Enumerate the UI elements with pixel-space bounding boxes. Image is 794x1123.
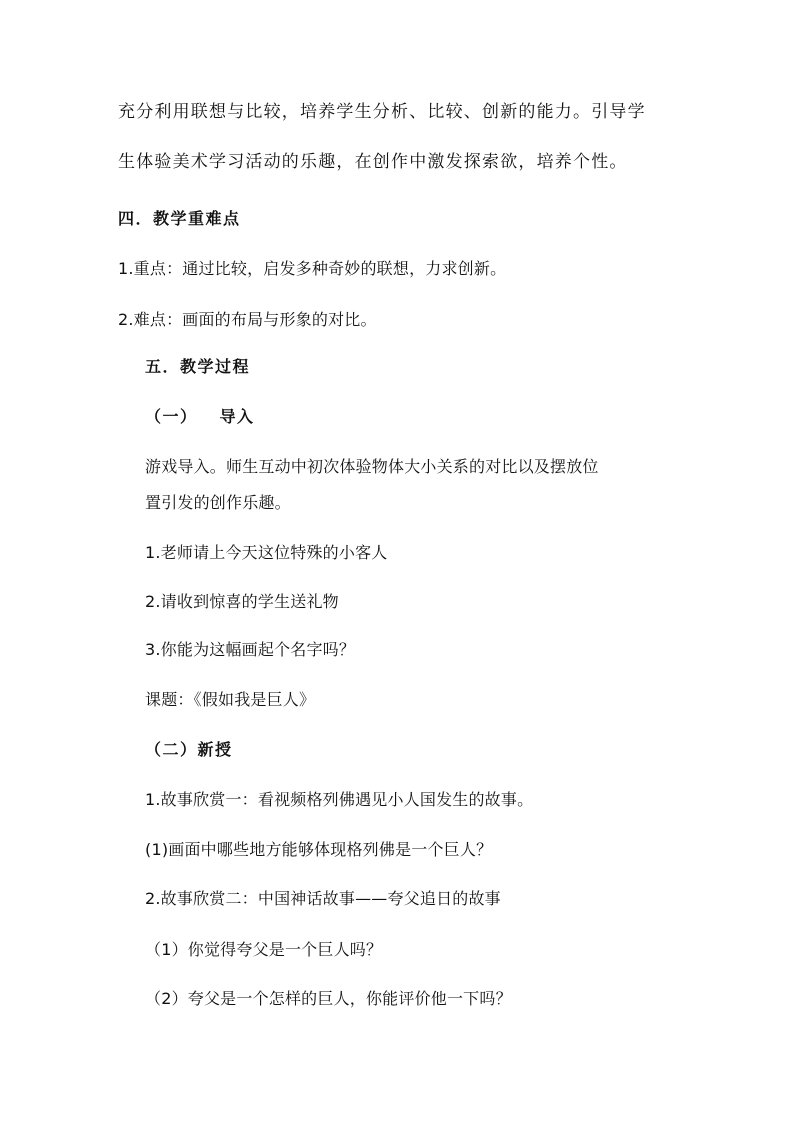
story-1-question: (1)画面中哪些地方能够体现格列佛是一个巨人？ xyxy=(145,840,493,859)
story-1-text: 1.故事欣赏一：看视频格列佛遇见小人国发生的故事。 xyxy=(145,790,534,809)
list-item: 2.请收到惊喜的学生送礼物 xyxy=(145,592,339,611)
section-5-heading: 五．教学过程 xyxy=(145,357,251,376)
intro-text-line-1: 充分利用联想与比较，培养学生分析、比较、创新的能力。引导学 xyxy=(118,102,646,122)
story-2-question-2: （2）夸父是一个怎样的巨人，你能评价他一下吗？ xyxy=(145,989,512,1008)
lesson-topic: 课题：《假如我是巨人》 xyxy=(145,690,316,709)
difficult-point-item: 2.难点：画面的布局与形象的对比。 xyxy=(118,310,377,329)
part-1-heading xyxy=(145,407,255,427)
part-1-title: 导入 xyxy=(219,407,255,426)
list-item: 1.老师请上今天这位特殊的小客人 xyxy=(145,543,388,562)
intro-text-line-2: 生体验美术学习活动的乐趣，在创作中激发探索欲，培养个性。 xyxy=(118,152,628,172)
list-item: 3.你能为这幅画起个名字吗？ xyxy=(145,640,356,659)
part-1-text-line-2: 置引发的创作乐趣。 xyxy=(145,493,291,512)
story-2-text: 2.故事欣赏二：中国神话故事——夸父追日的故事 xyxy=(145,889,501,908)
part-2-heading: （二）新授 xyxy=(145,740,233,759)
story-2-question-1: （1）你觉得夸父是一个巨人吗？ xyxy=(145,940,383,959)
section-4-heading: 四．教学重难点 xyxy=(118,209,241,228)
part-1-text-line-1: 游戏导入。师生互动中初次体验物体大小关系的对比以及摆放位 xyxy=(145,457,599,476)
key-point-item: 1.重点：通过比较，启发多种奇妙的联想，力求创新。 xyxy=(118,259,507,278)
part-1-number: （一） xyxy=(145,407,198,426)
